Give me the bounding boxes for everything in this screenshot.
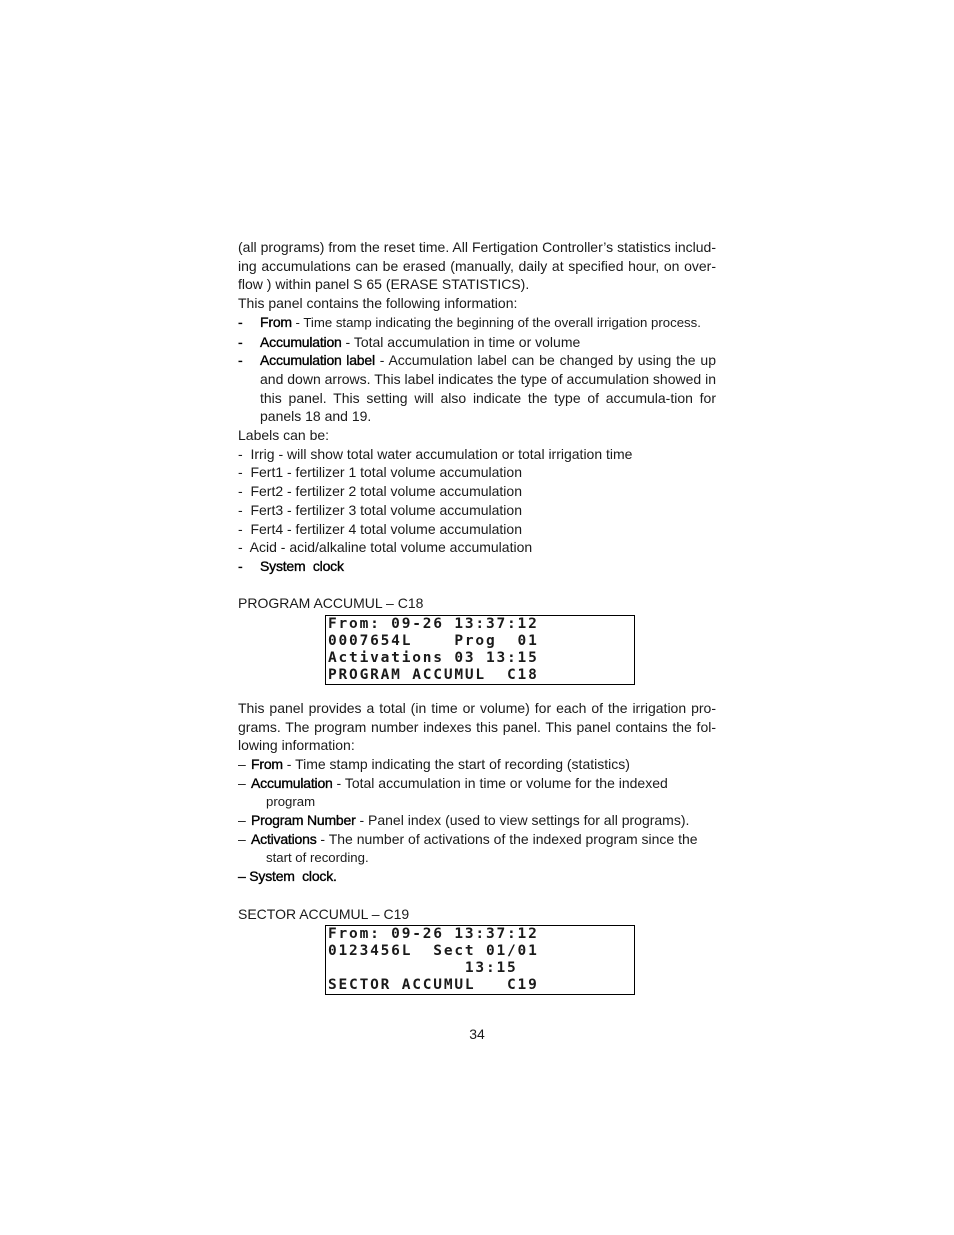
- list-marker: –: [238, 830, 246, 847]
- item-text: - Time stamp indicating the beginning of the overall irrigation process.: [291, 314, 701, 330]
- label-item: - Irrig - will show total water accumulation or total irrigation time: [238, 445, 633, 462]
- section-heading-c19: SECTOR ACCUMUL – C19: [238, 905, 410, 922]
- labels-heading: Labels can be:: [238, 427, 330, 444]
- program-paragraph: This panel provides a total (in time or volume) for each of the irrigation pro-grams. The program number indexes this panel. This panel contains the fol-lowing information:: [238, 700, 716, 754]
- list-item-from: [238, 755, 716, 774]
- lcd-line: From: 09-26 13:37:12: [328, 926, 539, 943]
- intro-paragraph: (all programs) from the reset time. All Fertigation Controller’s statistics includ-ing accumulations can be erased (manually, daily at specified hour, on over-flow ) within panel S 65 (ERASE STATISTICS).: [238, 239, 716, 293]
- term-accumulation: Accumulation: [251, 774, 333, 791]
- page-number: 34: [469, 1026, 485, 1042]
- list-item-activations: [238, 830, 716, 849]
- list-marker: -: [238, 333, 243, 350]
- list-marker: -: [238, 352, 243, 369]
- item-text: - Panel index (used to view settings for all programs).: [355, 812, 690, 829]
- list-marker: -: [238, 557, 243, 574]
- item-text: - Accumulation label can be changed by using the up and down arrows. This label indicates the type of accumulation showed in this panel. This setting will also indicate the type of accumula-tion for panels 18 and 19.: [260, 352, 716, 425]
- item-continuation: program: [266, 793, 316, 809]
- item-text: - Time stamp indicating the start of recording (statistics): [282, 756, 630, 773]
- label-item: - Fert4 - fertilizer 4 total volume accumulation: [238, 520, 522, 537]
- label-item: - Acid - acid/alkaline total volume accumulation: [238, 539, 533, 556]
- list-item-system-clock: [238, 557, 716, 576]
- term-accumulation-label: Accumulation label: [260, 352, 375, 369]
- lcd-line: 13:15: [328, 960, 518, 977]
- label-item: - Fert3 - fertilizer 3 total volume accumulation: [238, 501, 522, 518]
- item-text: - Total accumulation in time or volume: [341, 333, 581, 350]
- lcd-line: SECTOR ACCUMUL C19: [328, 977, 539, 994]
- lcd-line: Activations 03 13:15: [328, 650, 539, 667]
- system-clock-item: – System clock.: [238, 868, 337, 885]
- lcd-line: 0123456L Sect 01/01: [328, 943, 539, 960]
- lcd-line: From: 09-26 13:37:12: [328, 616, 539, 633]
- label-item: - Fert2 - fertilizer 2 total volume accumulation: [238, 483, 522, 500]
- list-item-accumulation-label: [238, 351, 716, 426]
- label-item: - Fert1 - fertilizer 1 total volume accumulation: [238, 464, 522, 481]
- list-marker: –: [238, 774, 246, 791]
- lcd-display-c19: [325, 925, 635, 995]
- list-item-from: [238, 313, 716, 333]
- lcd-display-c18: [325, 615, 635, 685]
- lcd-line: 0007654L Prog 01: [328, 633, 539, 650]
- list-item-accumulation: [238, 774, 716, 793]
- term-system-clock: System clock: [260, 557, 344, 574]
- term-program-number: Program Number: [251, 812, 356, 829]
- page-body: [238, 238, 716, 995]
- list-marker: –: [238, 756, 246, 773]
- item-continuation: start of recording.: [266, 849, 369, 865]
- lcd-line: PROGRAM ACCUMUL C18: [328, 667, 539, 684]
- list-marker: –: [238, 812, 246, 829]
- item-text: - The number of activations of the indexed program since the: [316, 830, 698, 847]
- intro-lead: This panel contains the following information:: [238, 295, 518, 312]
- section-heading-c18: PROGRAM ACCUMUL – C18: [238, 595, 424, 612]
- term-from: From: [260, 313, 292, 330]
- term-accumulation: Accumulation: [260, 333, 342, 350]
- list-item-program-number: [238, 811, 716, 830]
- list-marker: -: [238, 313, 243, 330]
- term-from: From: [251, 756, 283, 773]
- term-activations: Activations: [251, 830, 317, 847]
- list-item-accumulation: [238, 333, 716, 352]
- item-text: - Total accumulation in time or volume for the indexed: [332, 774, 668, 791]
